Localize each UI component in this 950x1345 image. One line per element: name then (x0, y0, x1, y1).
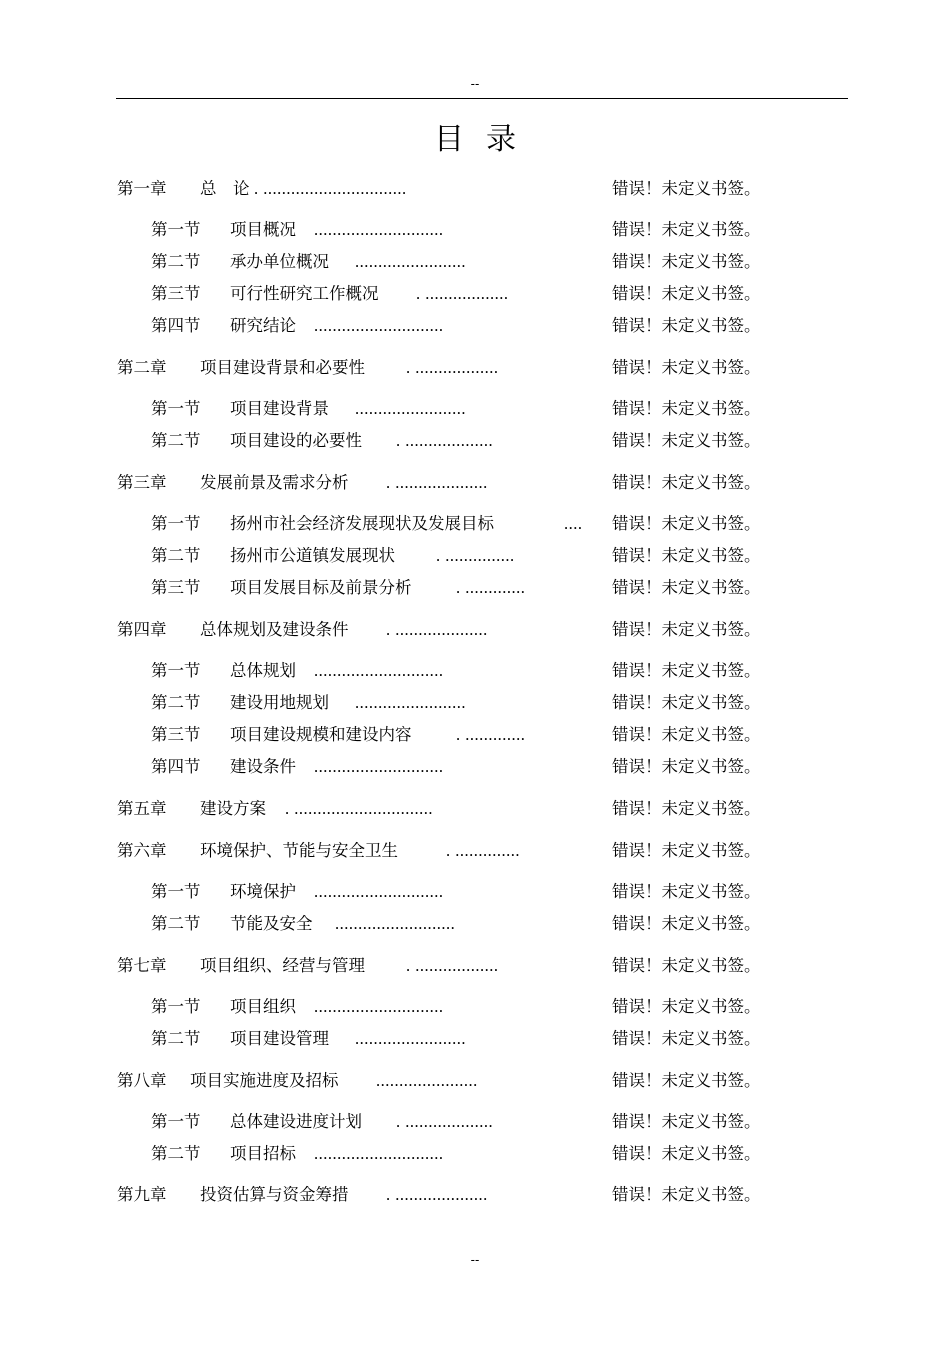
leader-dots: ............................ (314, 1144, 444, 1163)
page-reference: 错误！未定义书签。 (612, 1071, 761, 1090)
entry-number: 第六章 (117, 841, 167, 860)
entry-title: 总体规划及建设条件 (200, 620, 349, 639)
entry-title: 承办单位概况 (230, 252, 329, 271)
page-reference: 错误！未定义书签。 (612, 1029, 761, 1048)
entry-number: 第四节 (151, 316, 201, 335)
entry-title: 项目概况 (230, 220, 296, 239)
toc-section-entry[interactable] (0, 430, 950, 452)
entry-number: 第一节 (151, 514, 201, 533)
page-reference: 错误！未定义书签。 (612, 882, 761, 901)
page-reference: 错误！未定义书签。 (612, 956, 761, 975)
toc-section-entry[interactable] (0, 724, 950, 746)
toc-chapter-entry[interactable] (0, 357, 950, 379)
entry-title: 项目建设背景 (230, 399, 329, 418)
page-reference: 错误！未定义书签。 (612, 914, 761, 933)
leader-dots: . .................... (386, 473, 488, 492)
toc-chapter-entry[interactable] (0, 1070, 950, 1092)
leader-dots: . ............. (456, 725, 526, 744)
entry-title: 投资估算与资金筹措 (200, 1185, 349, 1204)
entry-number: 第四节 (151, 757, 201, 776)
page-reference: 错误！未定义书签。 (612, 1112, 761, 1131)
page-reference: 错误！未定义书签。 (612, 316, 761, 335)
entry-title: 环境保护、节能与安全卫生 (200, 841, 398, 860)
page-reference: 错误！未定义书签。 (612, 220, 761, 239)
entry-title: 项目组织、经营与管理 (200, 956, 365, 975)
leader-dots: ........................ (355, 252, 466, 271)
entry-number: 第二节 (151, 693, 201, 712)
entry-title: 扬州市社会经济发展现状及发展目标 (230, 514, 494, 533)
toc-section-entry[interactable] (0, 692, 950, 714)
page-reference: 错误！未定义书签。 (612, 546, 761, 565)
page-reference: 错误！未定义书签。 (612, 1185, 761, 1204)
page-reference: 错误！未定义书签。 (612, 620, 761, 639)
leader-dots: ............................ (314, 997, 444, 1016)
entry-title: 项目建设规模和建设内容 (230, 725, 412, 744)
page-reference: 错误！未定义书签。 (612, 431, 761, 450)
leader-dots: ............................ (314, 757, 444, 776)
leader-dots: ........................ (355, 1029, 466, 1048)
toc-section-entry[interactable] (0, 513, 950, 535)
toc-section-entry[interactable] (0, 660, 950, 682)
toc-chapter-entry[interactable] (0, 619, 950, 641)
leader-dots: . ................... (396, 1112, 494, 1131)
entry-title: 建设条件 (230, 757, 296, 776)
entry-title: 建设用地规划 (230, 693, 329, 712)
entry-number: 第二章 (117, 358, 167, 377)
entry-title: 环境保护 (230, 882, 296, 901)
entry-title: 总 论 (200, 179, 250, 198)
leader-dots: ............................ (314, 661, 444, 680)
toc-chapter-entry[interactable] (0, 1184, 950, 1206)
leader-dots: ............................ (314, 316, 444, 335)
footer-mark: -- (470, 1252, 480, 1267)
entry-number: 第二节 (151, 914, 201, 933)
toc-section-entry[interactable] (0, 398, 950, 420)
toc-section-entry[interactable] (0, 1111, 950, 1133)
page-reference: 错误！未定义书签。 (612, 578, 761, 597)
page-reference: 错误！未定义书签。 (612, 1144, 761, 1163)
entry-title: 扬州市公道镇发展现状 (230, 546, 395, 565)
toc-section-entry[interactable] (0, 283, 950, 305)
toc-section-entry[interactable] (0, 756, 950, 778)
leader-dots: . .................. (406, 358, 499, 377)
entry-number: 第八章 (117, 1071, 167, 1090)
toc-section-entry[interactable] (0, 1028, 950, 1050)
toc-section-entry[interactable] (0, 219, 950, 241)
page-reference: 错误！未定义书签。 (612, 179, 761, 198)
toc-section-entry[interactable] (0, 913, 950, 935)
toc-section-entry[interactable] (0, 545, 950, 567)
entry-title: 研究结论 (230, 316, 296, 335)
toc-section-entry[interactable] (0, 315, 950, 337)
page-reference: 错误！未定义书签。 (612, 725, 761, 744)
page-reference: 错误！未定义书签。 (612, 252, 761, 271)
leader-dots: ........................ (355, 399, 466, 418)
page-reference: 错误！未定义书签。 (612, 997, 761, 1016)
entry-title: 项目建设背景和必要性 (200, 358, 365, 377)
entry-title: 项目建设的必要性 (230, 431, 362, 450)
entry-number: 第二节 (151, 431, 201, 450)
entry-number: 第二节 (151, 546, 201, 565)
entry-number: 第三章 (117, 473, 167, 492)
leader-dots: . .................... (386, 620, 488, 639)
leader-dots: .......................... (335, 914, 456, 933)
page-reference: 错误！未定义书签。 (612, 514, 761, 533)
leader-dots: . .................. (406, 956, 499, 975)
page-title: 目录 (434, 122, 538, 157)
entry-number: 第九章 (117, 1185, 167, 1204)
entry-title: 可行性研究工作概况 (230, 284, 379, 303)
entry-number: 第一节 (151, 399, 201, 418)
entry-title: 总体规划 (230, 661, 296, 680)
page-reference: 错误！未定义书签。 (612, 473, 761, 492)
entry-title: 节能及安全 (230, 914, 313, 933)
entry-title: 项目发展目标及前景分析 (230, 578, 412, 597)
entry-number: 第四章 (117, 620, 167, 639)
entry-number: 第五章 (117, 799, 167, 818)
toc-section-entry[interactable] (0, 1143, 950, 1165)
page-reference: 错误！未定义书签。 (612, 841, 761, 860)
toc-section-entry[interactable] (0, 251, 950, 273)
page-reference: 错误！未定义书签。 (612, 284, 761, 303)
leader-dots: . ................... (396, 431, 494, 450)
entry-number: 第一节 (151, 997, 201, 1016)
leader-dots: ............................ (314, 220, 444, 239)
entry-number: 第三节 (151, 284, 201, 303)
leader-dots: . .................... (386, 1185, 488, 1204)
leader-dots: . ............... (436, 546, 515, 565)
leader-dots: ........................ (355, 693, 466, 712)
leader-dots: .... (564, 514, 583, 533)
entry-number: 第一章 (117, 179, 167, 198)
toc-section-entry[interactable] (0, 577, 950, 599)
entry-number: 第一节 (151, 220, 201, 239)
entry-number: 第二节 (151, 1029, 201, 1048)
leader-dots: . .............. (446, 841, 520, 860)
page-reference: 错误！未定义书签。 (612, 799, 761, 818)
leader-dots: . .................. (416, 284, 509, 303)
entry-title: 建设方案 (200, 799, 266, 818)
page-reference: 错误！未定义书签。 (612, 661, 761, 680)
leader-dots: . ............. (456, 578, 526, 597)
header-mark: -- (470, 76, 480, 91)
toc-chapter-entry[interactable] (0, 955, 950, 977)
entry-number: 第二节 (151, 252, 201, 271)
entry-number: 第一节 (151, 661, 201, 680)
page-reference: 错误！未定义书签。 (612, 358, 761, 377)
toc-chapter-entry[interactable] (0, 798, 950, 820)
leader-dots: ...................... (376, 1071, 478, 1090)
toc-chapter-entry[interactable] (0, 472, 950, 494)
entry-title: 项目招标 (230, 1144, 296, 1163)
toc-section-entry[interactable] (0, 996, 950, 1018)
entry-title: 发展前景及需求分析 (200, 473, 349, 492)
entry-title: 项目建设管理 (230, 1029, 329, 1048)
toc-section-entry[interactable] (0, 881, 950, 903)
entry-number: 第三节 (151, 578, 201, 597)
entry-number: 第三节 (151, 725, 201, 744)
page-reference: 错误！未定义书签。 (612, 399, 761, 418)
leader-dots: ............................ (314, 882, 444, 901)
entry-number: 第二节 (151, 1144, 201, 1163)
toc-chapter-entry[interactable] (0, 840, 950, 862)
entry-title: 项目实施进度及招标 (190, 1071, 339, 1090)
leader-dots: . .............................. (285, 799, 433, 818)
entry-number: 第一节 (151, 882, 201, 901)
entry-number: 第一节 (151, 1112, 201, 1131)
leader-dots: . ............................... (254, 179, 407, 198)
toc-chapter-entry[interactable] (0, 178, 950, 200)
entry-title: 项目组织 (230, 997, 296, 1016)
page-reference: 错误！未定义书签。 (612, 693, 761, 712)
entry-title: 总体建设进度计划 (230, 1112, 362, 1131)
entry-number: 第七章 (117, 956, 167, 975)
page-reference: 错误！未定义书签。 (612, 757, 761, 776)
